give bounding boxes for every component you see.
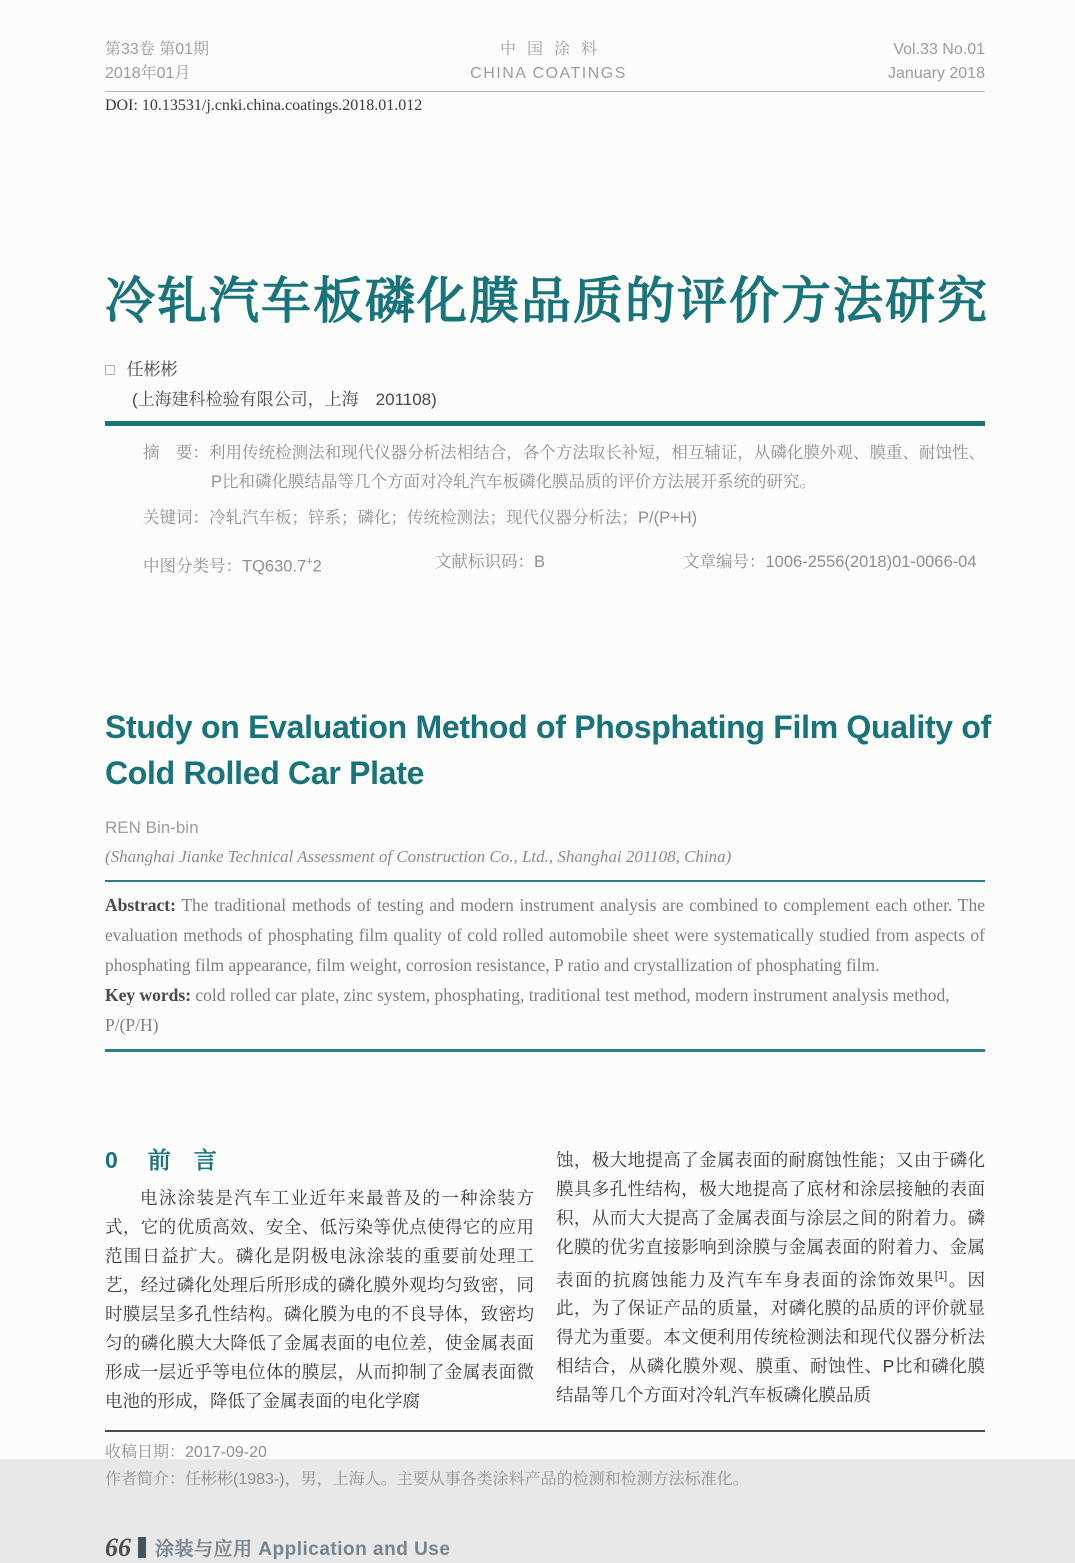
article-title-en xyxy=(105,704,991,796)
date-en: January 2018 xyxy=(888,65,985,82)
abstract-cn xyxy=(143,439,985,497)
article-title-en-line2: Cold Rolled Car Plate xyxy=(105,754,425,791)
volume-issue-cn: 第33卷 第01期 xyxy=(105,41,210,58)
header-issue-info xyxy=(105,38,209,86)
reference-marker: [1] xyxy=(934,1269,948,1282)
date-cn: 2018年01月 xyxy=(105,65,191,82)
page-footer xyxy=(105,1533,985,1563)
keywords-label-cn: 关键词： xyxy=(143,509,209,527)
keywords-text-en: cold rolled car plate, zinc system, phosphating, traditional test method, modern instrument analysis method, P/(P/H) xyxy=(105,984,950,1035)
author-row xyxy=(105,355,985,380)
section-heading xyxy=(105,1146,534,1175)
affiliation-cn: (上海建科检验有限公司，上海 201108) xyxy=(132,390,437,409)
keywords-en xyxy=(105,980,985,1040)
title-divider-rule xyxy=(105,421,985,426)
footer-section-name: 涂装与应用 Application and Use xyxy=(155,1539,451,1560)
page-number: 66 xyxy=(105,1532,131,1562)
author-name-cn: 任彬彬 xyxy=(126,360,178,379)
journal-name-cn: 中国涂料 xyxy=(500,41,609,58)
keywords-text-cn: 冷轧汽车板；锌系；磷化；传统检测法；现代仪器分析法；P/(P+H) xyxy=(209,509,698,527)
header-issue-info-en xyxy=(888,38,985,86)
body-columns xyxy=(105,1146,985,1416)
article-number: 文章编号：1006-2556(2018)01-0066-04 xyxy=(683,553,977,571)
abstract-en xyxy=(105,890,985,980)
body-column-right xyxy=(556,1146,985,1416)
article-title-en-line1: Study on Evaluation Method of Phosphating Film Quality of xyxy=(105,708,991,745)
received-date: 收稿日期：2017-09-20 xyxy=(105,1443,267,1461)
abstract-label-cn: 摘 要： xyxy=(143,444,210,462)
author-bio: 作者简介：任彬彬(1983-)，男，上海人。主要从事各类涂料产品的检测和检测方法标准化。 xyxy=(105,1470,749,1488)
body-paragraph-left: 电泳涂装是汽车工业近年来最普及的一种涂装方式，它的优质高效、安全、低污染等优点使得它的应用范围日益扩大。磷化是阴极电泳涂装的重要前处理工艺，经过磷化处理后所形成的磷化膜外观均匀致密，同时膜层呈多孔性结构。磷化膜为电的不良导体，致密均匀的磷化膜大大降低了金属表面的电位差，使金属表面形成一层近乎等电位体的膜层，从而抑制了金属表面微电池的形成，降低了金属表面的电化学腐 xyxy=(105,1187,534,1411)
journal-header xyxy=(105,38,985,92)
abstract-text-en: The traditional methods of testing and modern instrument analysis are combined to complement each other. The evaluation methods of phosphating film quality of cold rolled automobile sheet were systematically studied from aspects of phosphating film appearance, film weight, corrosion resistance, P ratio and crystallization of phosphating film. xyxy=(105,894,985,975)
footer-bar-icon xyxy=(138,1537,146,1558)
abstract-label-en: Abstract: xyxy=(105,894,176,915)
journal-name xyxy=(470,38,627,86)
doi: DOI: 10.13531/j.cnki.china.coatings.2018.01.012 xyxy=(105,97,423,114)
keywords-cn xyxy=(143,504,985,533)
body-divider-rule xyxy=(105,1049,985,1052)
section-title: 前 言 xyxy=(147,1146,217,1173)
clc-superscript: + xyxy=(306,556,313,568)
article-title-cn: 冷轧汽车板磷化膜品质的评价方法研究 xyxy=(105,273,989,329)
author-name-en: REN Bin-bin xyxy=(105,817,199,837)
keywords-label-en: Key words: xyxy=(105,984,192,1005)
footnote-separator xyxy=(105,1430,985,1493)
volume-issue-en: Vol.33 No.01 xyxy=(893,41,985,58)
classification-row xyxy=(143,548,985,582)
abstract-divider-rule xyxy=(105,880,985,882)
abstract-text-cn: 利用传统检测法和现代仪器分析法相结合，各个方法取长补短，相互辅证，从磷化膜外观、膜重、耐蚀性、P比和磷化膜结晶等几个方面对冷轧汽车板磷化膜品质的评价方法展开系统的研究。 xyxy=(209,444,986,491)
body-column-left xyxy=(105,1146,534,1416)
document-code: 文献标识码：B xyxy=(435,553,546,571)
section-number: 0 xyxy=(105,1146,118,1173)
affiliation-en: (Shanghai Jianke Technical Assessment of Construction Co., Ltd., Shanghai 201108, China) xyxy=(105,846,732,866)
body-paragraph-right: 蚀，极大地提高了金属表面的耐腐蚀性能；又由于磷化膜具多孔性结构，极大地提高了底材和涂层接触的表面积，从而大大提高了金属表面与涂层之间的附着力。磷化膜的优劣直接影响到涂膜与金属表面的附着力、金属表面的抗腐蚀能力及汽车车身表面的涂饰效果[1]。因此，为了保证产品的质量，对磷化膜的品质的评价就显得尤为重要。本文便利用传统检测法和现代仪器分析法相结合，从磷化膜外观、膜重、耐蚀性、P比和磷化膜结晶等几个方面对冷轧汽车板磷化膜品质 xyxy=(556,1149,986,1406)
author-marker-icon: □ xyxy=(105,362,115,379)
clc-number: 中图分类号：TQ630.7+2 xyxy=(143,556,322,576)
journal-name-en: CHINA COATINGS xyxy=(470,65,627,82)
abstract-block-cn xyxy=(143,439,985,582)
